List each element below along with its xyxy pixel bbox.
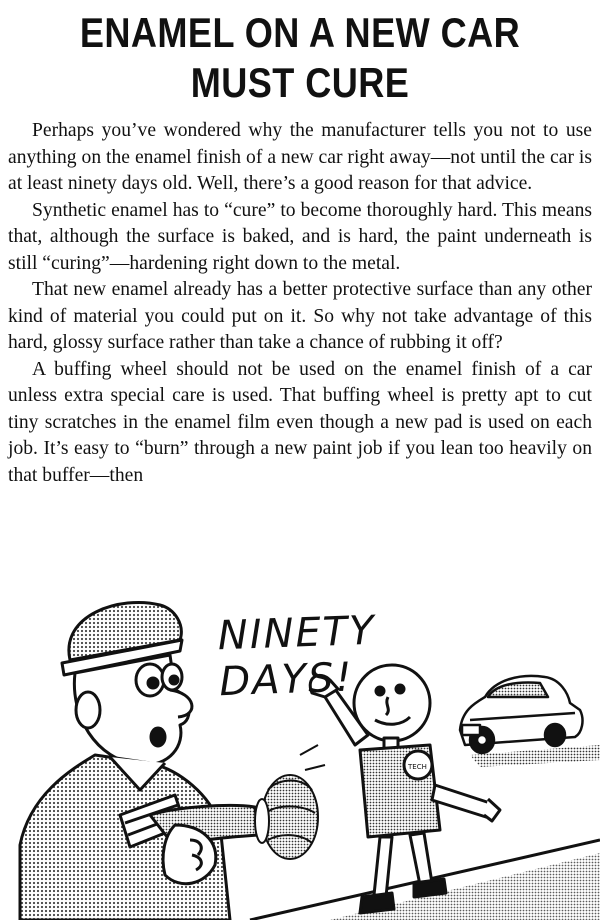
title-line-2: MUST CURE: [190, 59, 410, 106]
buffing-pad: [255, 775, 318, 859]
paragraph: Synthetic enamel has to “cure” to become thoroughly hard. This means that, although the surface is baked, and is hard, the paint underneath is still “curing”—hardening right down to the metal.: [8, 199, 592, 274]
robot-badge-text: TECH: [408, 763, 427, 771]
paragraph: Perhaps you’ve wondered why the manufacturer tells you not to use anything on the enamel finish of a new car right away—not until the car is at least ninety days old. Well, there’s a good reason for that advice.: [8, 120, 592, 194]
car-figure: [460, 676, 582, 753]
robot-figure: [310, 665, 500, 913]
paragraph: A buffing wheel should not be used on the enamel finish of a car unless extra special care is used. That buffing wheel is pretty apt to cut tiny scratches in the enamel film even though a new pad is used on each job. It’s easy to “burn” through a new paint job if you lean too heavily on that buffer—then: [8, 358, 592, 486]
article-body: [8, 118, 592, 489]
speech-text: NINETY DAYS!: [217, 607, 377, 706]
paragraph: That new enamel already has a better protective surface than any other kind of material you could put on it. So why not take advantage of this hard, glossy surface rather than take a chance of rubbing it off?: [8, 279, 592, 353]
title-line-1: ENAMEL ON A NEW CAR: [79, 9, 521, 56]
page-title: [42, 8, 558, 108]
